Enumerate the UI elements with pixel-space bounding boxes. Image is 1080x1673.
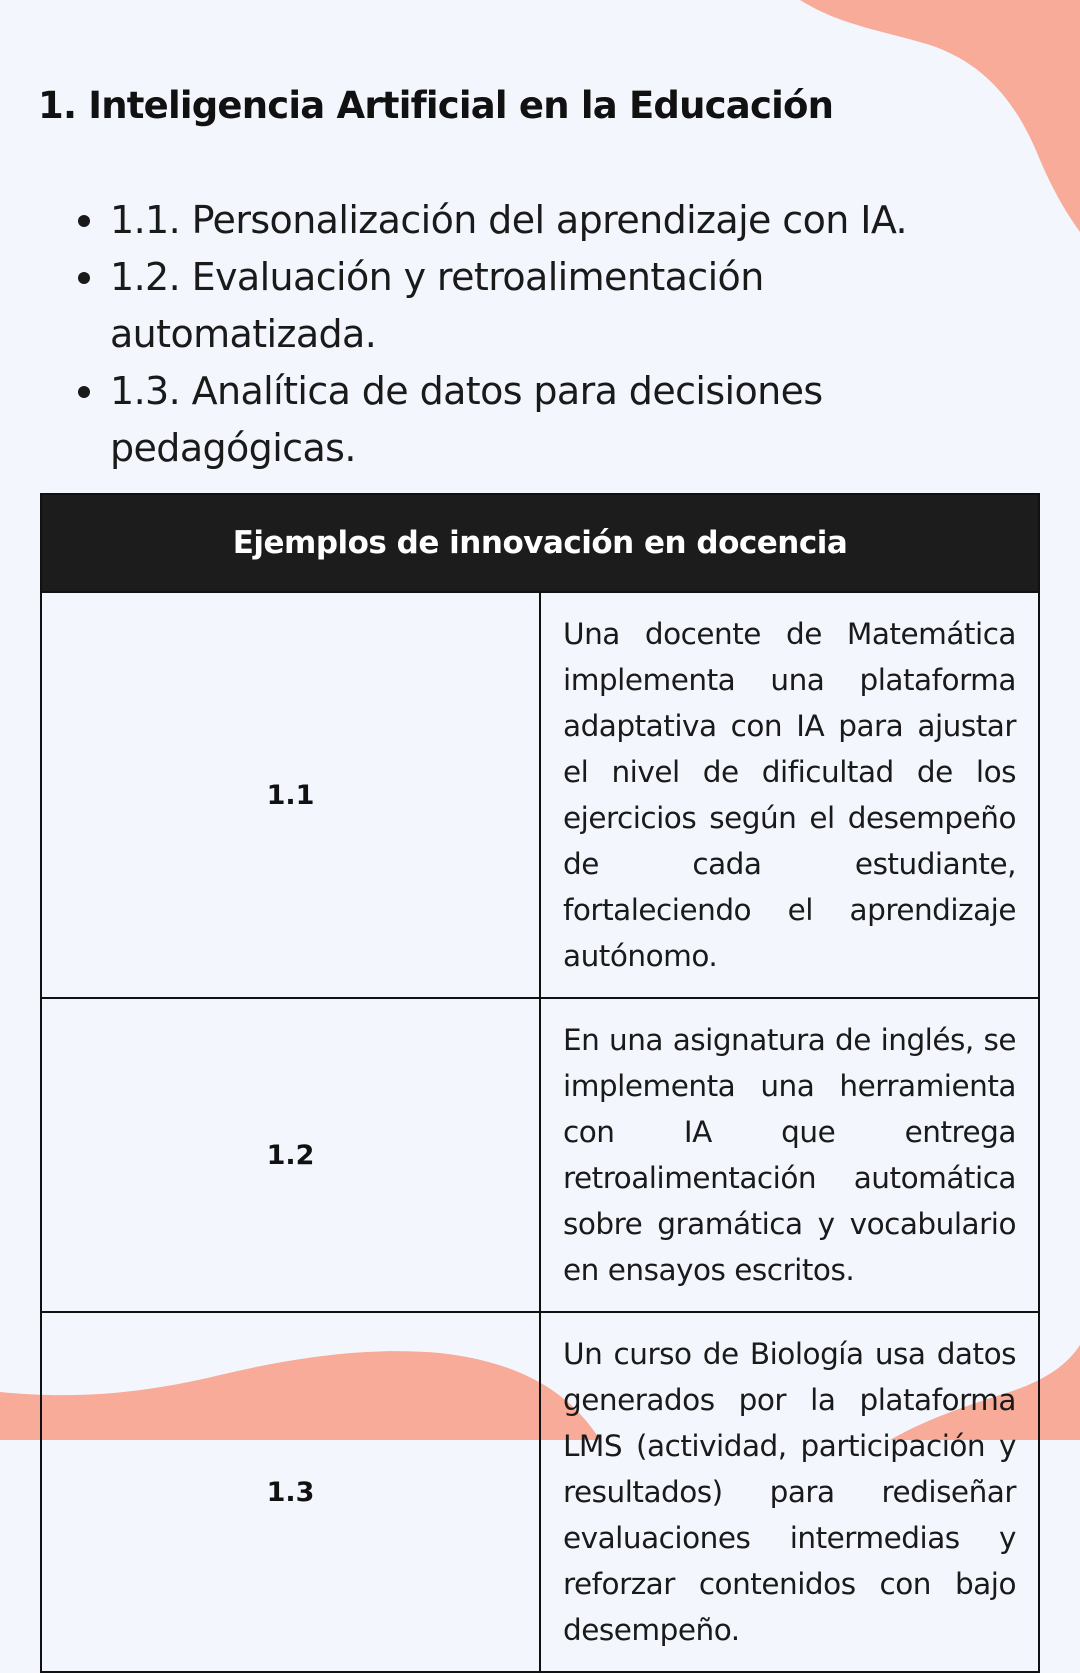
row-number: 1.1	[41, 592, 540, 998]
table-row	[41, 998, 1039, 1312]
page-title: 1. Inteligencia Artificial en la Educación	[38, 84, 834, 127]
table-header: Ejemplos de innovación en docencia	[41, 494, 1039, 592]
list-item: 1.3. Analítica de datos para decisiones pedagógicas.	[110, 363, 1010, 477]
table-row	[41, 1312, 1039, 1672]
list-item: 1.1. Personalización del aprendizaje con IA.	[110, 192, 1010, 249]
examples-table	[40, 493, 1040, 1673]
row-number: 1.3	[41, 1312, 540, 1672]
row-number: 1.2	[41, 998, 540, 1312]
table-row	[41, 592, 1039, 998]
row-description: En una asignatura de inglés, se implementa una herramienta con IA que entrega retroalimentación automática sobre gramática y vocabulario en ensayos escritos.	[540, 998, 1039, 1312]
row-description: Una docente de Matemática implementa una plataforma adaptativa con IA para ajustar el nivel de dificultad de los ejercicios según el desempeño de cada estudiante, fortaleciendo el aprendizaje autónomo.	[540, 592, 1039, 998]
list-item: 1.2. Evaluación y retroalimentación automatizada.	[110, 249, 1010, 363]
row-description: Un curso de Biología usa datos generados por la plataforma LMS (actividad, participación y resultados) para rediseñar evaluaciones intermedias y reforzar contenidos con bajo desempeño.	[540, 1312, 1039, 1672]
table-header-row	[41, 494, 1039, 592]
topic-list	[110, 192, 1010, 477]
